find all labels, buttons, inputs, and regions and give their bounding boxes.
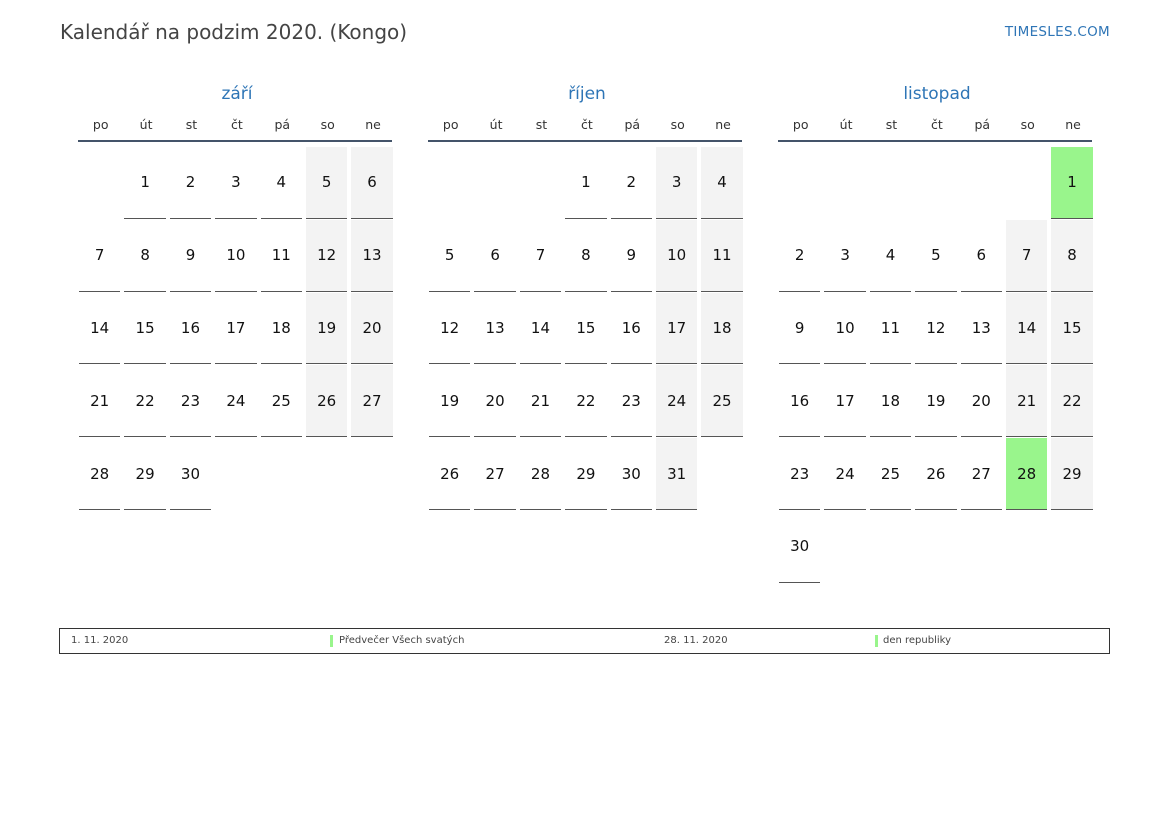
day-cell[interactable]: 3 (824, 220, 865, 292)
weekday-label: st (185, 117, 198, 132)
day-cell[interactable]: 6 (351, 147, 392, 219)
day-cell[interactable]: 14 (520, 293, 561, 365)
legend-label: Předvečer Všech svatých (339, 635, 465, 646)
day-cell[interactable]: 10 (215, 220, 256, 292)
day-cell[interactable]: 23 (611, 365, 652, 437)
day-cell[interactable]: 12 (306, 220, 347, 292)
month-november (777, 82, 1097, 583)
day-cell[interactable]: 9 (779, 293, 820, 365)
day-cell[interactable]: 21 (520, 365, 561, 437)
day-cell[interactable]: 12 (915, 293, 956, 365)
empty-cell (961, 147, 1002, 219)
day-cell[interactable]: 25 (870, 438, 911, 510)
weekday-label: čt (930, 117, 943, 132)
holiday-marker (330, 635, 333, 647)
day-cell[interactable]: 30 (779, 511, 820, 583)
day-cell[interactable]: 22 (565, 365, 606, 437)
day-cell[interactable]: 5 (915, 220, 956, 292)
day-cell[interactable]: 22 (124, 365, 165, 437)
weekday-label: so (320, 117, 335, 132)
day-cell[interactable]: 4 (701, 147, 742, 219)
day-cell[interactable]: 29 (1051, 438, 1092, 510)
month-name: listopad (903, 84, 971, 104)
holiday-day-cell[interactable]: 1 (1051, 147, 1092, 219)
month-september (77, 82, 397, 510)
day-cell[interactable]: 2 (779, 220, 820, 292)
weekday-label: st (535, 117, 548, 132)
empty-cell (474, 147, 515, 219)
month-name: říjen (568, 84, 606, 104)
weekday-header (778, 115, 1092, 142)
day-cell[interactable]: 20 (474, 365, 515, 437)
day-cell[interactable]: 2 (611, 147, 652, 219)
day-cell[interactable]: 26 (429, 438, 470, 510)
day-cell[interactable]: 15 (1051, 293, 1092, 365)
day-cell[interactable]: 23 (779, 438, 820, 510)
day-cell[interactable]: 17 (824, 365, 865, 437)
day-cell[interactable]: 9 (611, 220, 652, 292)
page-title: Kalendář na podzim 2020. (Kongo) (60, 20, 408, 44)
day-cell[interactable]: 20 (961, 365, 1002, 437)
day-cell[interactable]: 7 (1006, 220, 1047, 292)
holiday-marker (875, 635, 878, 647)
day-cell[interactable]: 21 (79, 365, 120, 437)
day-cell[interactable]: 20 (351, 293, 392, 365)
empty-cell (824, 147, 865, 219)
days-grid (77, 146, 395, 510)
day-cell[interactable]: 19 (429, 365, 470, 437)
day-cell[interactable]: 8 (565, 220, 606, 292)
legend-label: den republiky (883, 635, 952, 646)
month-october (427, 82, 747, 510)
day-cell[interactable]: 3 (656, 147, 697, 219)
day-cell[interactable]: 31 (656, 438, 697, 510)
day-cell[interactable]: 19 (306, 293, 347, 365)
empty-cell (429, 147, 470, 219)
day-cell[interactable]: 2 (170, 147, 211, 219)
day-cell[interactable]: 30 (611, 438, 652, 510)
empty-cell (520, 147, 561, 219)
day-cell[interactable]: 23 (170, 365, 211, 437)
day-cell[interactable]: 24 (215, 365, 256, 437)
weekday-header (428, 115, 742, 142)
day-cell[interactable]: 9 (170, 220, 211, 292)
day-cell[interactable]: 24 (656, 365, 697, 437)
day-cell[interactable]: 18 (701, 293, 742, 365)
weekday-label: pá (624, 117, 641, 132)
day-cell[interactable]: 22 (1051, 365, 1092, 437)
weekday-label: po (792, 117, 809, 132)
empty-cell (779, 147, 820, 219)
day-cell[interactable]: 26 (306, 365, 347, 437)
day-cell[interactable]: 17 (656, 293, 697, 365)
day-cell[interactable]: 29 (565, 438, 606, 510)
day-cell[interactable]: 5 (429, 220, 470, 292)
day-cell[interactable]: 16 (611, 293, 652, 365)
weekday-header (78, 115, 392, 142)
day-cell[interactable]: 27 (961, 438, 1002, 510)
day-cell[interactable]: 15 (124, 293, 165, 365)
day-cell[interactable]: 13 (474, 293, 515, 365)
day-cell[interactable]: 15 (565, 293, 606, 365)
day-cell[interactable]: 29 (124, 438, 165, 510)
day-cell[interactable]: 1 (565, 147, 606, 219)
weekday-label: út (489, 117, 503, 132)
weekday-label: so (670, 117, 685, 132)
day-cell[interactable]: 16 (779, 365, 820, 437)
day-cell[interactable]: 25 (701, 365, 742, 437)
day-cell[interactable]: 27 (351, 365, 392, 437)
day-cell[interactable]: 6 (961, 220, 1002, 292)
day-cell[interactable]: 24 (824, 438, 865, 510)
day-cell[interactable]: 8 (1051, 220, 1092, 292)
day-cell[interactable]: 12 (429, 293, 470, 365)
legend-date: 28. 11. 2020 (664, 635, 728, 646)
day-cell[interactable]: 10 (824, 293, 865, 365)
day-cell[interactable]: 18 (870, 365, 911, 437)
empty-cell (79, 147, 120, 219)
empty-cell (870, 147, 911, 219)
day-cell[interactable]: 4 (261, 147, 302, 219)
day-cell[interactable]: 19 (915, 365, 956, 437)
days-grid (427, 146, 745, 510)
day-cell[interactable]: 7 (520, 220, 561, 292)
weekday-label: čt (580, 117, 593, 132)
weekday-label: po (92, 117, 109, 132)
weekday-label: po (442, 117, 459, 132)
day-cell[interactable]: 25 (261, 365, 302, 437)
day-cell[interactable]: 13 (961, 293, 1002, 365)
day-cell[interactable]: 30 (170, 438, 211, 510)
day-cell[interactable]: 3 (215, 147, 256, 219)
empty-cell (1006, 147, 1047, 219)
weekday-label: st (885, 117, 898, 132)
day-cell[interactable]: 6 (474, 220, 515, 292)
weekday-label: pá (274, 117, 291, 132)
weekday-label: so (1020, 117, 1035, 132)
weekday-label: út (839, 117, 853, 132)
legend-date: 1. 11. 2020 (71, 635, 129, 646)
day-cell[interactable]: 7 (79, 220, 120, 292)
holiday-legend (59, 628, 1110, 654)
day-cell[interactable]: 28 (79, 438, 120, 510)
day-cell[interactable]: 26 (915, 438, 956, 510)
month-name: září (221, 84, 253, 104)
day-cell[interactable]: 11 (701, 220, 742, 292)
days-grid (777, 146, 1095, 583)
weekday-label: pá (974, 117, 991, 132)
day-cell[interactable]: 27 (474, 438, 515, 510)
day-cell[interactable]: 1 (124, 147, 165, 219)
empty-cell (915, 147, 956, 219)
weekday-label: ne (1065, 117, 1081, 132)
day-cell[interactable]: 14 (79, 293, 120, 365)
day-cell[interactable]: 5 (306, 147, 347, 219)
weekday-label: út (139, 117, 153, 132)
day-cell[interactable]: 17 (215, 293, 256, 365)
day-cell[interactable]: 11 (261, 220, 302, 292)
day-cell[interactable]: 16 (170, 293, 211, 365)
weekday-label: ne (365, 117, 381, 132)
day-cell[interactable]: 8 (124, 220, 165, 292)
day-cell[interactable]: 11 (870, 293, 911, 365)
day-cell[interactable]: 14 (1006, 293, 1047, 365)
day-cell[interactable]: 13 (351, 220, 392, 292)
day-cell[interactable]: 10 (656, 220, 697, 292)
day-cell[interactable]: 28 (520, 438, 561, 510)
weekday-label: čt (230, 117, 243, 132)
day-cell[interactable]: 4 (870, 220, 911, 292)
holiday-day-cell[interactable]: 28 (1006, 438, 1047, 510)
brand-link[interactable]: TIMESLES.COM (1004, 24, 1110, 40)
day-cell[interactable]: 18 (261, 293, 302, 365)
weekday-label: ne (715, 117, 731, 132)
day-cell[interactable]: 21 (1006, 365, 1047, 437)
